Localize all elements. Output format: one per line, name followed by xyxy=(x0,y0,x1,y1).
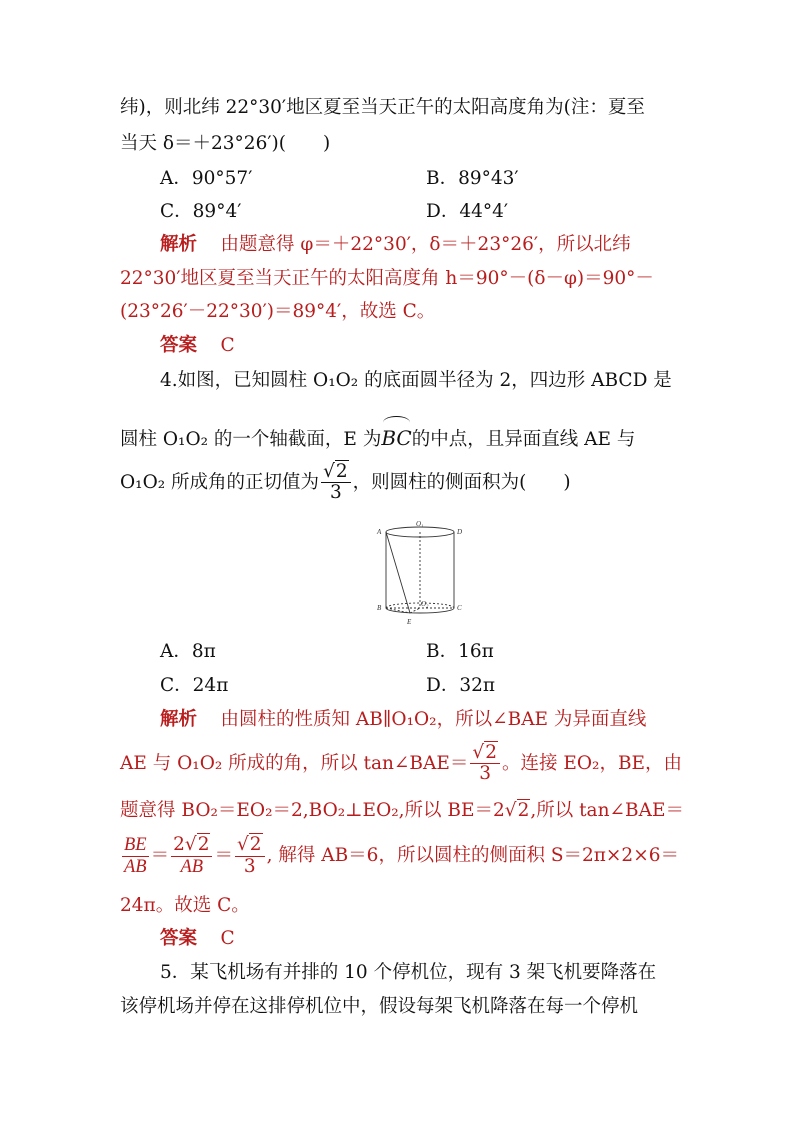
q3-analysis-line-1 xyxy=(160,231,716,259)
q3-line-2: 当天 δ＝＋23°26′)( ) xyxy=(120,133,331,154)
q3-analysis-line-3: (23°26′－22°30′)＝89°4′，故选 C。 xyxy=(120,301,436,322)
q4-line-3-a: O₁O₂ 所成角的正切值为 xyxy=(120,471,320,493)
q4-analysis-label: 解析 xyxy=(160,709,198,730)
fraction-sqrt2-over-3: $\frac{√2}{3}$ xyxy=(235,835,265,877)
q3-analysis-line-2: 22°30′地区夏至当天正午的太阳高度角 h＝90°－(δ－φ)＝90°－ xyxy=(120,268,654,289)
frac-numerator: 2 xyxy=(335,461,348,482)
q4-answer-label: 答案 xyxy=(160,928,198,949)
q4-analysis-line-5: 24π。故选 C。 xyxy=(120,895,250,916)
coefficient: 2 xyxy=(173,834,185,856)
frac-denominator: 3 xyxy=(479,763,492,785)
q4-line-2 xyxy=(120,424,676,454)
frac-numerator: BE xyxy=(124,835,147,856)
q4-analysis-line-4 xyxy=(120,833,679,879)
q4-line-1: 4.如图，已知圆柱 O₁O₂ 的底面圆半径为 2，四边形 ABCD 是 xyxy=(160,370,672,391)
q3-analysis-text-1: 由题意得 φ＝＋22°30′，δ＝＋23°26′，所以北纬 xyxy=(220,234,631,255)
fraction-sqrt2-over-3: $\frac{√2}{3}$ xyxy=(321,462,351,504)
frac-denominator: AB xyxy=(180,856,204,877)
fig-label-a: A xyxy=(377,528,382,536)
q3-analysis-label: 解析 xyxy=(160,234,198,255)
equals-sign: ＝ xyxy=(214,845,233,866)
frac-denominator: 3 xyxy=(329,482,342,504)
q4-line-3 xyxy=(120,462,676,504)
q4-option-d: D．32π xyxy=(426,675,496,696)
fig-label-b: B xyxy=(377,604,382,612)
q4-analysis-line-3 xyxy=(120,797,684,825)
radicand: 2 xyxy=(197,834,210,856)
q4-line-2-a: 圆柱 O₁O₂ 的一个轴截面，E 为 xyxy=(120,429,382,450)
q4-analysis-line-2-b: 。连接 EO₂，BE，由 xyxy=(501,752,683,774)
q4-analysis-line-2-a: AE 与 O₁O₂ 所成的角，所以 tan∠BAE＝ xyxy=(120,752,469,774)
q4-option-b: B．16π xyxy=(426,641,494,662)
fig-label-e: E xyxy=(407,618,412,626)
fig-label-o2: O₂ xyxy=(421,600,429,608)
radicand: 2 xyxy=(249,834,262,856)
q3-answer-label: 答案 xyxy=(160,335,198,356)
cylinder-figure xyxy=(368,520,472,632)
q4-analysis-line-1 xyxy=(160,706,716,734)
sqrt-2: √2 xyxy=(504,800,530,821)
fraction-be-over-ab xyxy=(122,835,149,877)
frac-numerator: 2 xyxy=(485,742,497,763)
q4-analysis-text-1: 由圆柱的性质知 AB∥O₁O₂，所以∠BAE 为异面直线 xyxy=(220,709,647,730)
q4-answer xyxy=(160,925,716,953)
radicand: 2 xyxy=(517,800,530,821)
q4-analysis-line-3-b: ,所以 tan∠BAE＝ xyxy=(530,800,684,821)
q4-line-2-b: 的中点，且异面直线 AE 与 xyxy=(411,429,636,450)
q3-answer xyxy=(160,332,716,360)
q4-option-a: A．8π xyxy=(160,641,216,662)
q4-option-c: C．24π xyxy=(160,675,229,696)
q4-answer-value: C xyxy=(220,928,235,949)
fig-label-c: C xyxy=(457,604,462,612)
fraction-sqrt2-over-3: $\frac{√2}{3}$ xyxy=(470,743,500,785)
q3-answer-value: C xyxy=(220,335,235,356)
frac-denominator: AB xyxy=(124,856,147,877)
q5-line-1: 5．某飞机场有并排的 10 个停机位，现有 3 架飞机要降落在 xyxy=(160,962,657,983)
frac-denominator: 3 xyxy=(243,855,256,877)
fig-label-d: D xyxy=(457,528,463,536)
arc-bc-symbol: BC xyxy=(381,426,412,450)
fraction-2sqrt2-over-ab: $\frac{2√2}{AB}$ xyxy=(171,835,212,877)
q3-option-b: B．89°43′ xyxy=(426,168,519,189)
q3-line-1: 纬)，则北纬 22°30′地区夏至当天正午的太阳高度角为(注：夏至 xyxy=(120,97,645,118)
q5-line-2: 该停机场并停在这排停机位中，假设每架飞机降落在每一个停机 xyxy=(120,996,639,1017)
q4-line-3-b: ，则圆柱的侧面积为( ) xyxy=(352,471,571,493)
equals-sign: ＝ xyxy=(150,845,170,866)
q3-option-a: A．90°57′ xyxy=(160,168,253,189)
q4-analysis-line-3-a: 题意得 BO₂＝EO₂＝2,BO₂⊥EO₂,所以 BE＝2 xyxy=(120,800,505,821)
q3-option-c: C．89°4′ xyxy=(160,201,242,222)
q4-analysis-line-2 xyxy=(120,742,683,785)
fig-label-o1: O₁ xyxy=(416,520,424,528)
q3-option-d: D．44°4′ xyxy=(426,201,509,222)
q4-analysis-line-4-b: , 解得 AB＝6，所以圆柱的侧面积 S＝2π×2×6＝ xyxy=(266,845,679,866)
